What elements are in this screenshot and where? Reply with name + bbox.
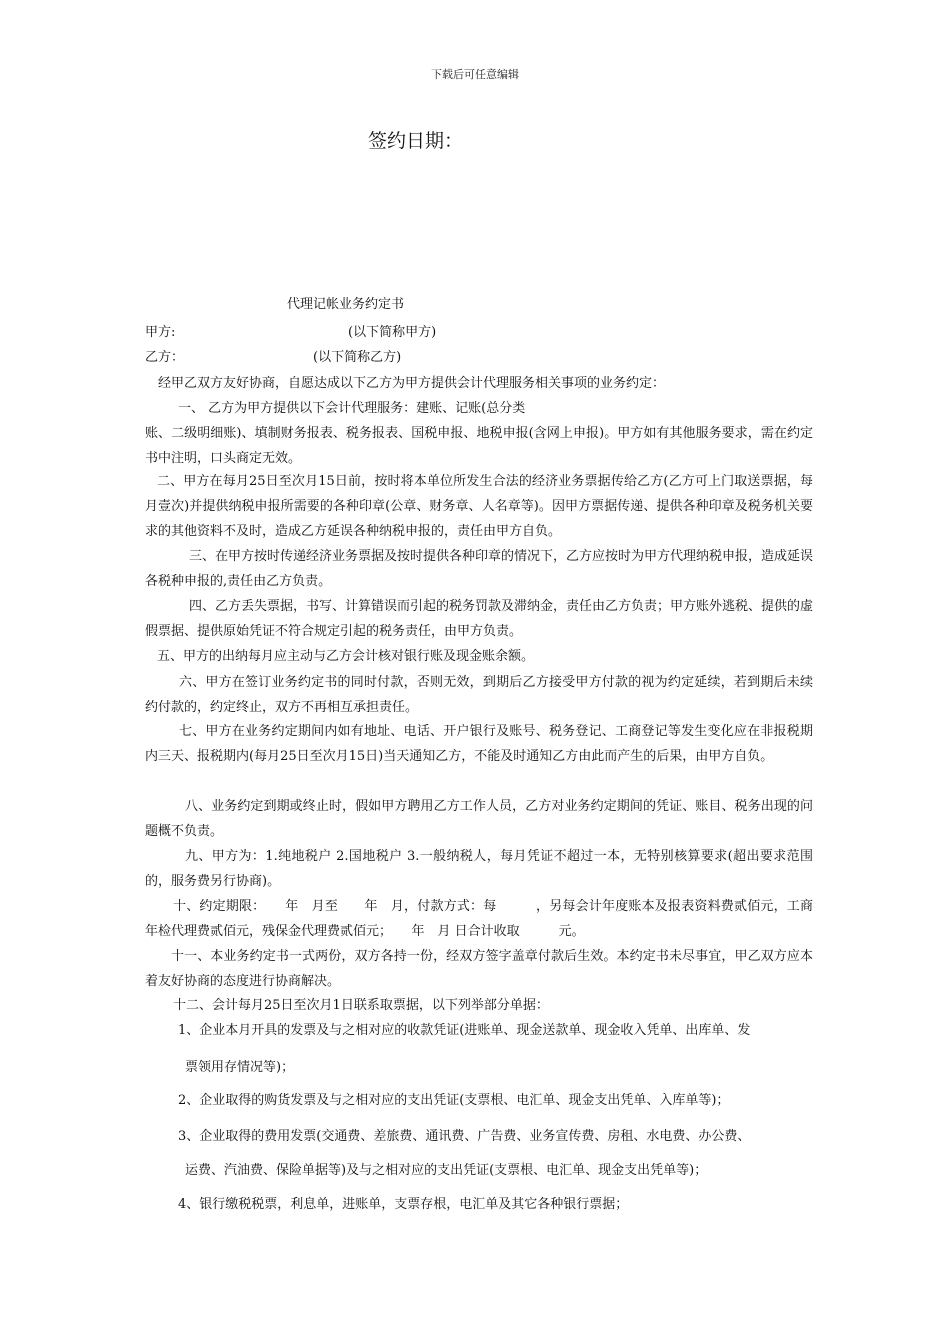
list-item-4: 4、银行缴税税票，利息单，进账单，支票存根，电汇单及其它各种银行票据； [178,1197,629,1212]
clause-11: 十一、本业务约定书一式两份，双方各持一份，经双方签字盖章付款后生效。本约定书未尽事宜，甲乙双方应本着友好协商的态度进行协商解决。 [145,949,813,989]
clause-1-rest: 账、二级明细账)、填制财务报表、税务报表、国税申报、地税申报(含网上申报)。甲方如有其他服务要求，需在约定书中注明，口头商定无效。 [145,426,813,466]
clause-3: 三、在甲方按时传递经济业务票据及按时提供各种印章的情况下，乙方应按时为甲方代理纳税申报，造成延误各税种申报的,责任由乙方负责。 [145,549,814,589]
sign-date-label: 签约日期： [368,130,464,152]
party-a-label: 甲方: [145,325,176,340]
list-item-1-line-1: 1、企业本月开具的发票及与之相对应的收款凭证(进账单、现金送款单、现金收入凭单、出库单、发 [178,1023,751,1038]
list-item-2: 2、企业取得的购货发票及与之相对应的支出凭证(支票根、电汇单、现金支出凭单、入库单等)； [178,1093,730,1108]
clause-1-first-line: 一、 乙方为甲方提供以下会计代理服务：建账、记账(总分类 [178,401,526,416]
clause-2: 二、甲方在每月25日至次月15日前，按时将本单位所发生合法的经济业务票据传给乙方(乙方可上门取送票据，每月壹次)并提供纳税申报所需要的各种印章(公章、财务章、人名章等)。因甲方票据传递、提供各种印章及税务机关要求的其他资料不及时，造成乙方延误各种纳税申报的，责任由甲方自负。 [145,474,813,539]
clause-12: 十二、会计每月25日至次月1日联系取票据，以下列举部分单据： [173,998,549,1013]
list-item-3-line-2: 运费、汽油费、保险单据等)及与之相对应的支出凭证(支票根、电汇单、现金支出凭单等)； [185,1163,708,1178]
list-item-1-line-2: 票领用存情况等)； [185,1060,295,1075]
clause-9: 九、甲方为：1.纯地税户 2.国地税户 3.一般纳税人，每月凭证不超过一本，无特别核算要求(超出要求范围的，服务费另行协商)。 [145,849,813,889]
clause-10: 十、约定期限： 年 月至 年 月，付款方式：每 ，另每会计年度账本及报表资料费贰佰元，工商年检代理费贰佰元，残保金代理费贰佰元； 年 月 日合计收取 元。 [145,899,813,939]
header-note: 下载后可任意编辑 [431,68,519,81]
clause-8: 八、业务约定到期或终止时，假如甲方聘用乙方工作人员，乙方对业务约定期间的凭证、账目、税务出现的问题概不负责。 [145,799,813,839]
list-item-3-line-1: 3、企业取得的费用发票(交通费、差旅费、通讯费、广告费、业务宣传费、房租、水电费、办公费、 [178,1129,751,1144]
clause-6: 六、甲方在签订业务约定书的同时付款，否则无效，到期后乙方接受甲方付款的视为约定延续，若到期后未续约付款的，约定终止，双方不再相互承担责任。 [145,675,813,715]
clause-4: 四、乙方丢失票据，书写、计算错误而引起的税务罚款及滞纳金，责任由乙方负责；甲方账外逃税、提供的虚假票据、提供原始凭证不符合规定引起的税务责任，由甲方负责。 [145,599,814,639]
clause-7: 七、甲方在业务约定期间内如有地址、电话、开户银行及账号、税务登记、工商登记等发生变化应在非报税期内三天、报税期内(每月25日至次月15日)当天通知乙方，不能及时通知乙方由此而产生的后果，由甲方自负。 [145,724,813,764]
intro-paragraph: 经甲乙双方友好协商，自愿达成以下乙方为甲方提供会计代理服务相关事项的业务约定： [158,376,666,391]
party-b-note: (以下简称乙方) [313,350,402,365]
clause-5: 五、甲方的出纳每月应主动与乙方会计核对银行账及现金账余额。 [157,649,535,664]
document-title: 代理记帐业务约定书 [287,297,405,312]
party-b-label: 乙方： [145,350,185,365]
party-a-note: (以下简称甲方) [348,325,437,340]
